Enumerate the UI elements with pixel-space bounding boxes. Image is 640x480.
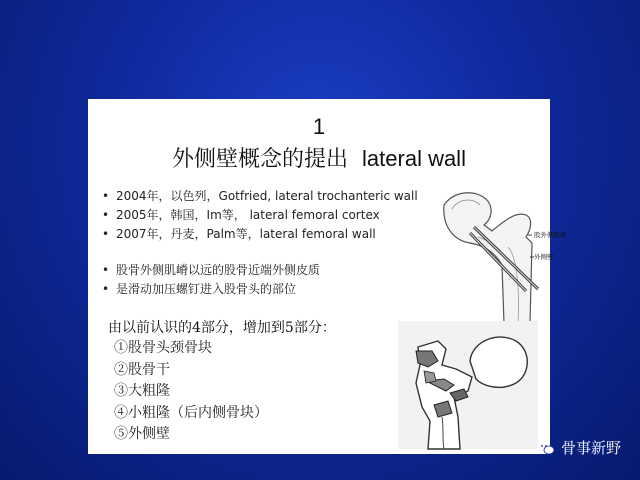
list-item: • 股骨外侧肌嵴以远的股骨近端外侧皮质 [100, 261, 320, 280]
definition-list [100, 261, 320, 299]
watermark [537, 437, 621, 458]
watermark-text: 骨事新野 [561, 439, 622, 457]
list-item: ④小粗隆（后内侧骨块） [114, 404, 268, 421]
list-item: ②股骨干 [114, 361, 170, 378]
list-item: • 2004年，以色列，Gotfried, lateral trochanteric wall [100, 187, 418, 206]
figure-label: 外侧壁 [534, 253, 554, 261]
slide-title [88, 142, 550, 173]
list-item: ⑤外侧壁 [114, 426, 170, 442]
parts-list [114, 338, 268, 446]
list-item: • 2005年，韩国，Im等， lateral femoral cortex [100, 206, 418, 225]
fracture-parts-diagram [398, 321, 538, 449]
list-item: • 2007年，丹麦，Palm等，lateral femoral wall [100, 225, 418, 244]
list-item: ①股骨头颈骨块 [114, 340, 212, 356]
slide-title-cn: 外侧壁概念的提出 [172, 147, 349, 172]
list-item: ③大粗隆 [114, 383, 170, 399]
slide-title-en: lateral wall [362, 146, 466, 171]
history-list [100, 187, 418, 244]
slide-number: 1 [312, 114, 326, 139]
list-item: • 是滑动加压螺钉进入股骨头的部位 [100, 280, 320, 299]
figure-label: 股外侧肌嵴 [534, 231, 567, 239]
wechat-icon [537, 439, 555, 457]
femur-lateral-wall-diagram [434, 185, 567, 323]
slide-content [88, 99, 567, 454]
parts-heading: 由以前认识的4部分，增加到5部分： [108, 320, 336, 336]
